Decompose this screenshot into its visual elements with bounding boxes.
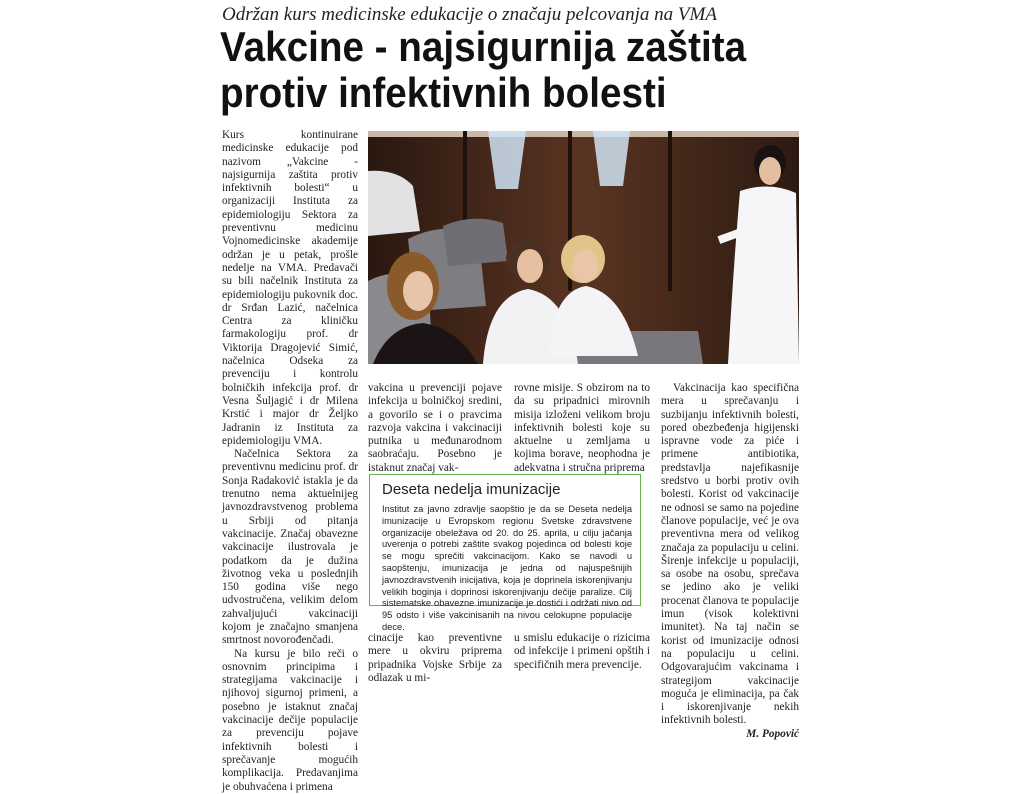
paragraph: Načelnica Sektora za preventivnu medicinu prof. dr Sonja Radaković istakla je da trenutno nema aktuelnijeg javnozdravstvenog problema u Srbiji od pitanja vakcinacije. Značaj obavezne vakcinacije ilustrovala je podatkom da je dužina životnog veka u poslednjih 150 godina više nego udvostručena, velikim delom zahvaljujući vakcinaciji kojom je značajno smanjena smrtnost novorođenčadi. [222,448,358,647]
article-column-3 [514,382,650,472]
headline-line-1: Vakcine - najsigurnija zaštita [220,23,747,70]
article-photo [368,131,799,364]
paragraph: u smislu edukacije o rizicima od infekcije i primeni opštih i specifičnih mera prevencije. [514,632,650,671]
author: M. Popović [746,727,799,740]
headline [220,24,772,116]
article-column-4 [661,382,799,740]
article-column-1 [222,129,358,793]
paragraph: Vakcinacija kao specifična mera u sprečavanju i suzbijanju infektivnih bolesti, pored obezbeđenja higijenski ispravne vode za piće i primene antibiotika, predstavlja najefikasnije sredstvo u borbi protiv ovih bolesti. Korist od vakcinacije ne odnosi se samo na pojedine članove populacije, već je ova preventivna mera od velikog značaja za populaciju u celini. Širenje infekcije u populaciji, sa osobe na osobu, sprečava se jedino ako je veliki procenat članova te populacije imun (visok kolektivni imunitet). Na taj način se korist od imunizacije odnosi na populaciju u celini. Odgovarajućim vakcinama i strategijom vakcinacije moguća je eliminacija, pa čak i iskorenjivanje nekih infektivnih bolesti. [661,382,799,727]
paragraph: Kurs kontinuirane medicinske edukacije pod nazivom „Vakcine - najsigurnija zaštita protiv infektivnih bolesti“ u organizaciji Instituta za epidemiologiju Sektora za preventivnu medicinu Vojnomedicinske akademije održan je u petak, prošle nedelje na VMA. Predavači su bili načelnik Instituta za epidemiologiju pukovnik doc. dr Srđan Lazić, načelnica Centra za kliničku farmakologiju prof. dr Viktorija Dragojević Simić, načelnica Odseka za prevenciju i kontrolu bolničkih infekcija prof. dr Vesna Šuljagić i dr Milena Krstić i major dr Željko Jadranin iz Instituta za epidemiologiju VMA. [222,129,358,447]
photo-lecture-audience [368,131,799,364]
box-text: Institut za javno zdravlje saopštio je da se Deseta nedelja imunizacije u Evropskom regionu Svetske zdravstvene organizacije obeležava od 20. do 25. aprila, u cilju jačanja uverenja o potrebi zaštite svakog pojedinca od bolesti koje se mogu sprečiti vakcinacijom. Kako se navodi u saopštenju, imunizacija je jedna od najuspešnijih javnozdravstvenih inicijativa, koja je doprinela iskorenjivanju velikih boginja i doprinosi iskorenjivanju dečije paralize. Cilj sistematske obavezne imunizacije je dostići i održati nivo od 95 odsto i više vakcinisanih na nivou celokupne populacije dece. [382,504,632,632]
article-column-2-continued [368,632,502,684]
paragraph: cinacije kao preventivne mere u okviru pripremа pripadnika Vojske Srbije za odlazak u mi- [368,632,502,684]
paragraph: vakcina u prevenciji pojave infekcija u bolničkoj sredini, a govorilo se i o pravcima razvoja vakcina i vakcinaciji putnika u međunarodnom saobraćaju. Posebno je istaknut značaj vak- [368,382,502,474]
article-column-2 [368,382,502,472]
paragraph: rovne misije. S obzirom na to da su pripadnici mirovnih misija izloženi velikom broju infektivnih bolesti koje su aktuelne u zemljama u kojima borave, neophodna je adekvatna i stručna priprema [514,382,650,474]
headline-line-2: protiv infektivnih bolesti [220,69,667,116]
box-title: Deseta nedelja imunizacije [382,481,561,498]
paragraph: Na kursu je bilo reči o osnovnim principima i strategijama vakcinacije i njihovoj sigurnoj primeni, a posebno je istaknut značaj vakcinacije dečije populacije za prevenciju pojave infektivnih bolesti i sprečavanje mogućih komplikacija. Predavanjima je obuhvaćena i primena [222,647,358,793]
article-column-3-continued [514,632,650,676]
sidebar-box [369,474,641,632]
kicker: Održan kurs medicinske edukacije o značaju pelcovanja na VMA [222,4,717,25]
